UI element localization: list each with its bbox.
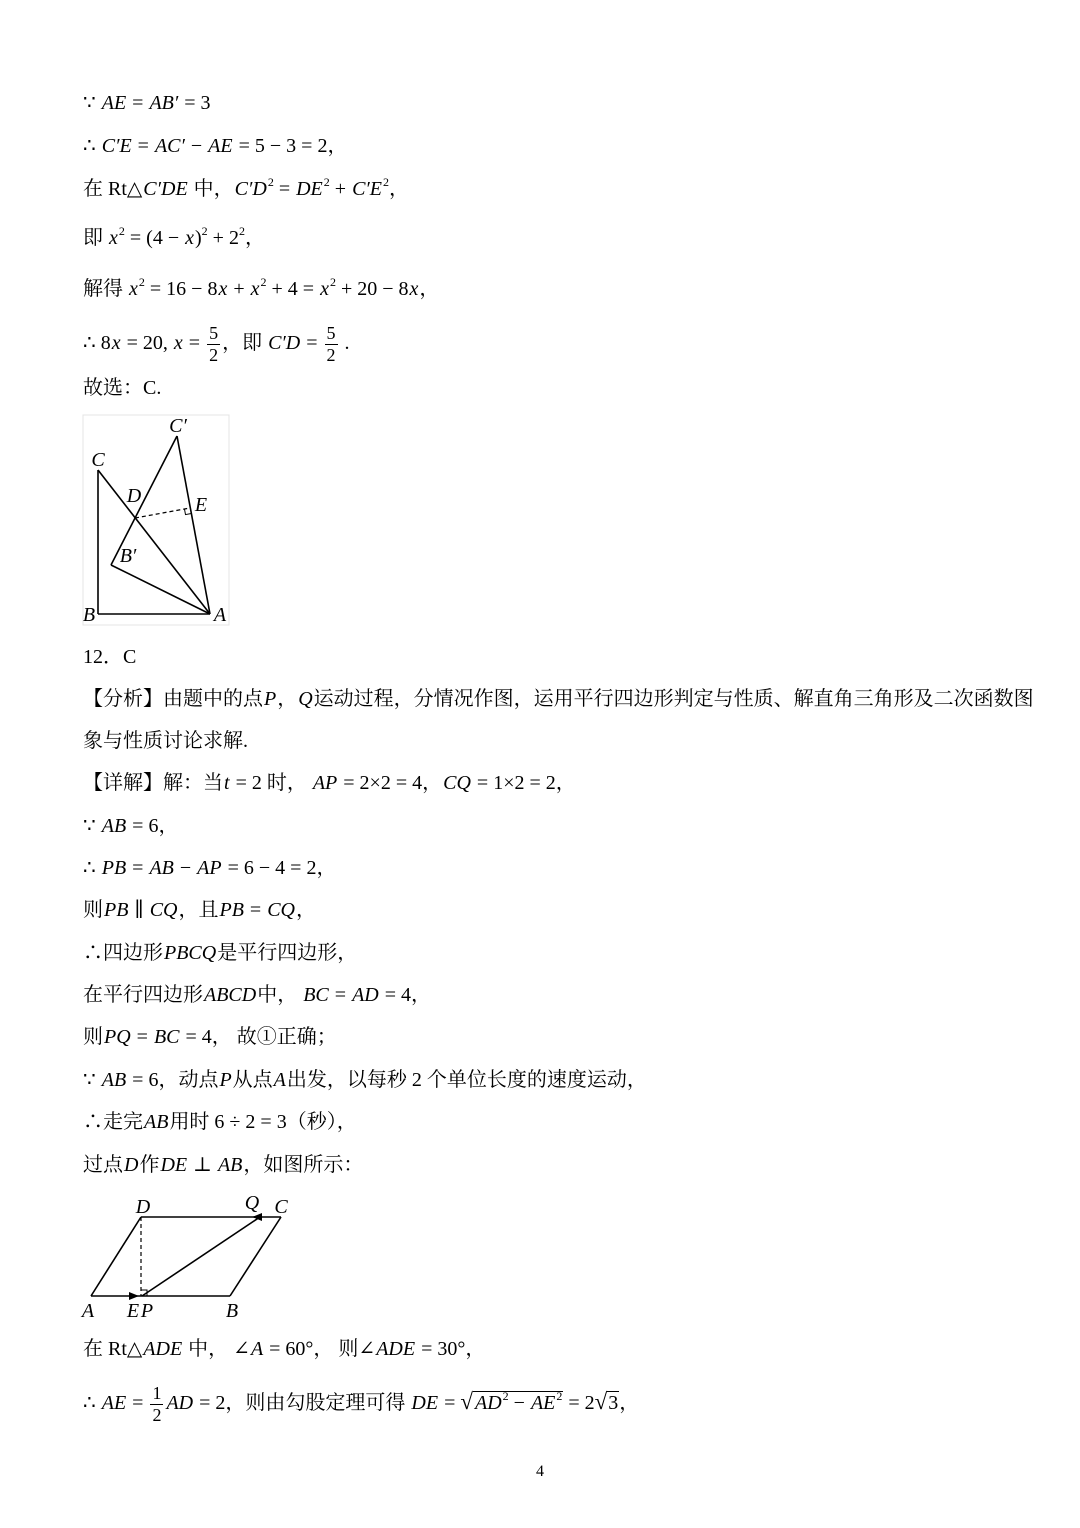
radicand [607, 1391, 619, 1414]
math-variable: AE [208, 135, 233, 157]
math-variable: BC [153, 1026, 180, 1048]
radical-sign: √ [460, 1389, 473, 1415]
math-variable: x [109, 227, 118, 249]
analysis-line [83, 684, 1034, 714]
text-run: ， [419, 278, 440, 300]
label-a: A [81, 1300, 95, 1322]
math-variable: AC′ [154, 135, 185, 157]
text-run: = 4， 故①正确； [180, 1026, 337, 1048]
text-run: ) [195, 227, 202, 249]
text-run: ， [277, 688, 298, 710]
label-a: A [213, 604, 227, 626]
fraction-numerator: 1 [152, 1383, 162, 1403]
text-run: 则 [83, 1026, 103, 1048]
math-variable: A [273, 1069, 286, 1091]
segment-ca [98, 470, 210, 614]
math-variable: AE [530, 1392, 556, 1415]
text-run: − [174, 857, 197, 879]
text-run: + 20 − 8 [335, 278, 409, 300]
text-run: ， [619, 1392, 640, 1415]
math-variable: x [173, 332, 183, 355]
text-run: 作 [139, 1154, 160, 1176]
math-variable: x [320, 278, 329, 300]
math-variable: AD [166, 1392, 194, 1415]
superscript: 2 [201, 224, 208, 238]
solution-line [83, 223, 265, 253]
text-run: 是平行四边形， [217, 942, 358, 964]
fraction-numerator: 5 [326, 323, 336, 343]
solution-line [83, 853, 336, 883]
math-variable: C′D [234, 178, 267, 200]
label-d: D [126, 485, 142, 507]
solution-line [83, 1022, 337, 1052]
math-variable: AB [149, 857, 174, 879]
text-run: = 4， [379, 984, 432, 1006]
text-run: = [244, 899, 267, 921]
text-run: = 5 − 3 = 2， [233, 135, 348, 157]
label-e: E [126, 1300, 140, 1322]
text-run: 【详解】解：当 [83, 772, 223, 794]
math-variable: AP [312, 772, 338, 794]
analysis-line [83, 726, 248, 756]
superscript: 2 [323, 175, 330, 189]
math-variable: CQ [267, 899, 295, 921]
math-variable: Q [298, 688, 313, 710]
math-variable: AB [101, 1069, 127, 1091]
math-variable: AP [197, 857, 222, 879]
math-variable: BC [303, 984, 329, 1006]
superscript: 2 [267, 175, 274, 189]
math-variable: t [224, 772, 230, 794]
solution-line [83, 131, 347, 161]
text-run: ∴四边形 [83, 942, 163, 964]
solution-line [83, 1334, 485, 1364]
text-run: = [183, 332, 206, 355]
math-variable: AB [217, 1154, 243, 1176]
text-run: ∴ [83, 1392, 101, 1415]
label-p: P [140, 1300, 154, 1322]
text-run: = 2×2 = 4， [338, 772, 443, 794]
fraction [325, 323, 338, 366]
math-variable: P [264, 688, 277, 710]
text-run: ∴ 8 [83, 332, 111, 355]
text-run: 则 [83, 899, 103, 921]
text-run: 在 Rt△ [83, 1338, 143, 1360]
text-run: 12．C [83, 646, 137, 668]
math-variable: PQ [104, 1026, 131, 1048]
label-e: E [194, 494, 208, 516]
segment-bc [230, 1217, 281, 1296]
solution-line [83, 980, 431, 1010]
text-run: ， [389, 178, 409, 200]
fraction-denominator: 2 [152, 1405, 162, 1425]
text-run: − [185, 135, 208, 157]
text-run: 象与性质讨论求解. [83, 730, 248, 752]
figure-folded-triangle [80, 410, 240, 635]
figure-parallelogram [80, 1185, 300, 1322]
superscript: 2 [138, 275, 145, 289]
text-run: = [127, 92, 149, 114]
math-variable: C′E [352, 178, 382, 200]
math-variable: C′DE [143, 178, 188, 200]
text-run: ，即 [222, 332, 268, 355]
problem-number-line [83, 642, 136, 672]
text-run: ∵ [83, 815, 101, 837]
math-variable: CQ [443, 772, 471, 794]
math-variable: DE [160, 1154, 188, 1176]
text-run: 出发，以每秒 2 个单位长度的速度运动， [286, 1069, 647, 1091]
text-run: ， [244, 227, 265, 249]
solution-line [83, 895, 316, 925]
label-c: C [274, 1196, 288, 1218]
text-run: = [132, 135, 154, 157]
radical-sign: √ [594, 1389, 608, 1415]
text-run: 用时 6 ÷ 2 = 3（秒）， [169, 1111, 357, 1133]
superscript: 2 [118, 224, 125, 238]
text-run: ， [296, 899, 316, 921]
math-variable: AD [352, 984, 379, 1006]
text-run: = [131, 1026, 153, 1048]
text-run: = 6， [127, 815, 179, 837]
text-run: ，如图所示： [243, 1154, 364, 1176]
text-run: = 6，动点 [127, 1069, 219, 1091]
superscript: 2 [329, 275, 336, 289]
text-run: 3 [608, 1392, 619, 1415]
text-run: = [439, 1392, 461, 1415]
segment-ad [91, 1217, 141, 1296]
radicand [473, 1391, 563, 1414]
arrow-right-icon [129, 1292, 139, 1300]
text-run: 故选：C. [83, 377, 162, 399]
math-variable: AB [144, 1111, 169, 1133]
math-variable: D [124, 1154, 139, 1176]
segment-de-dashed [135, 508, 190, 518]
solution-line [83, 274, 439, 304]
math-variable: ADE [376, 1338, 416, 1360]
label-q: Q [244, 1192, 260, 1214]
fraction [207, 323, 220, 366]
math-variable: CQ [149, 899, 178, 921]
text-run: = 6 − 4 = 2， [222, 857, 337, 879]
text-run: = [301, 332, 323, 355]
math-variable: PBCQ [164, 942, 217, 964]
text-run: = 30°， [416, 1338, 486, 1360]
math-variable: DE [411, 1392, 439, 1415]
superscript: 2 [556, 1389, 563, 1404]
text-run: ⊥ [188, 1154, 217, 1176]
math-variable: x [218, 278, 228, 300]
math-variable: P [219, 1069, 232, 1091]
solution-line [83, 811, 178, 841]
text-run: = [127, 1392, 149, 1415]
solution-line [83, 938, 357, 968]
text-run: ∴ [83, 857, 101, 879]
math-variable: DE [296, 178, 323, 200]
solution-line [83, 88, 211, 118]
text-run: = 1×2 = 2， [471, 772, 576, 794]
superscript: 2 [260, 275, 267, 289]
solution-line [83, 1107, 357, 1137]
text-run: = 3 [179, 92, 211, 114]
text-run: 过点 [83, 1154, 123, 1176]
superscript: 2 [238, 224, 245, 238]
text-run: 在平行四边形 [83, 984, 203, 1006]
solution-line [83, 1065, 647, 1095]
label-d: D [135, 1196, 151, 1218]
math-variable: x [185, 227, 194, 249]
text-run: = [329, 984, 352, 1006]
answer-line [83, 373, 161, 403]
solution-line [83, 1150, 363, 1180]
text-run: = (4 − [124, 227, 185, 249]
text-run: + [228, 278, 250, 300]
segment-pq [142, 1217, 260, 1296]
fraction [150, 1383, 163, 1426]
math-variable: ADE [143, 1338, 183, 1360]
math-variable: PB [219, 899, 244, 921]
math-variable: PB [104, 899, 129, 921]
label-b-prime: B′ [119, 545, 137, 567]
text-run: + 4 = [266, 278, 320, 300]
segment-c-prime-a [177, 436, 210, 614]
text-run: = 2，则由勾股定理可得 [194, 1392, 411, 1415]
math-variable: AE [101, 92, 127, 114]
text-run: + [329, 178, 352, 200]
detail-line [83, 768, 576, 798]
text-run: = 2 [563, 1392, 595, 1415]
label-b: B [82, 604, 96, 626]
math-variable: x [250, 278, 260, 300]
label-c-prime: C′ [169, 415, 187, 437]
math-variable: AB′ [149, 92, 179, 114]
text-run: ∵ [83, 92, 101, 114]
solution-line [83, 323, 350, 365]
text-run: . [339, 332, 350, 355]
label-b: B [225, 1300, 239, 1322]
text-run: ∴走完 [83, 1111, 143, 1133]
text-run: 中， ∠ [183, 1338, 250, 1360]
text-run: = 2 时， [230, 772, 312, 794]
segment-b-prime-a [111, 565, 210, 614]
text-run: = [273, 178, 296, 200]
math-variable: C′E [101, 135, 132, 157]
text-run: = 20, [121, 332, 173, 355]
text-run: ∥ [129, 899, 149, 921]
fraction-denominator: 2 [326, 345, 336, 365]
superscript: 2 [383, 175, 389, 189]
text-run: 中， [257, 984, 303, 1006]
text-run: 即 [83, 227, 108, 249]
superscript: 2 [502, 1389, 509, 1404]
text-run: = 16 − 8 [144, 278, 218, 300]
text-run: 在 Rt△ [83, 178, 143, 200]
text-run: 从点 [232, 1069, 273, 1091]
page-number: 4 [536, 1463, 544, 1480]
solution-line [83, 174, 409, 204]
math-variable: PB [101, 857, 127, 879]
math-variable: AB [101, 815, 127, 837]
math-variable: ABCD [204, 984, 257, 1006]
math-variable: A [250, 1338, 264, 1360]
text-run: = 60°， 则∠ [264, 1338, 376, 1360]
text-run: = [127, 857, 149, 879]
math-variable: C′D [268, 332, 301, 355]
fraction-denominator: 2 [209, 345, 219, 365]
text-run: 【分析】由题中的点 [83, 688, 263, 710]
solution-line [83, 1383, 640, 1425]
math-variable: x [129, 278, 138, 300]
text-run: ∵ [83, 1069, 101, 1091]
figure-frame [83, 415, 229, 625]
text-run: 解得 [83, 278, 128, 300]
text-run: 运动过程，分情况作图，运用平行四边形判定与性质、解直角三角形及二次函数图 [313, 688, 1034, 710]
text-run: ∴ [83, 135, 101, 157]
text-run: 中， [188, 178, 234, 200]
math-variable: x [409, 278, 419, 300]
text-run: ，且 [178, 899, 219, 921]
fraction-numerator: 5 [209, 323, 219, 343]
math-variable: AE [101, 1392, 127, 1415]
label-c: C [91, 449, 105, 471]
text-run: − [508, 1392, 530, 1415]
text-run: + 2 [207, 227, 239, 249]
math-variable: AD [474, 1392, 502, 1415]
math-variable: x [111, 332, 121, 355]
